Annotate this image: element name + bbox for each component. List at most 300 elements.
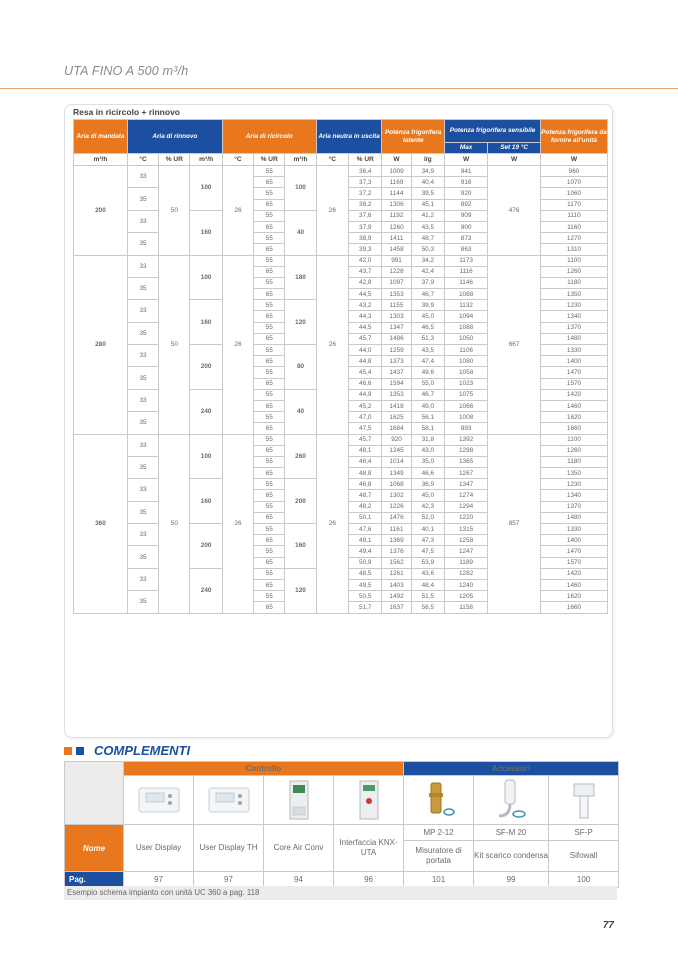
uscita-ur: 38,9 — [349, 233, 382, 244]
latente-lg: 45,0 — [411, 490, 444, 501]
ricircolo-flow: 120 — [285, 568, 316, 613]
item-page: 94 — [264, 872, 334, 888]
uscita-ur: 51,7 — [349, 602, 382, 613]
sensibile-max: 1298 — [445, 445, 488, 456]
item-page: 100 — [549, 872, 619, 888]
sensibile-max: 1189 — [445, 557, 488, 568]
mandata-flow: 280 — [74, 255, 128, 434]
fornire-w: 1470 — [541, 546, 608, 557]
fornire-w: 1420 — [541, 389, 608, 400]
latente-lg: 43,5 — [411, 345, 444, 356]
unit-header: m³/h — [190, 154, 222, 166]
latente-lg: 36,9 — [411, 479, 444, 490]
uscita-ur: 37,6 — [349, 210, 382, 221]
latente-lg: 58,1 — [411, 423, 444, 434]
latente-w: 1169 — [382, 177, 411, 188]
fornire-w: 1260 — [541, 266, 608, 277]
ricircolo-ur: 65 — [254, 512, 285, 523]
uscita-ur: 44,5 — [349, 289, 382, 300]
uscita-ur: 49,4 — [349, 546, 382, 557]
latente-lg: 47,3 — [411, 535, 444, 546]
rinnovo-temp: 35 — [127, 188, 158, 210]
ricircolo-ur: 55 — [254, 367, 285, 378]
fornire-w: 1400 — [541, 535, 608, 546]
latente-w: 1373 — [382, 356, 411, 367]
ricircolo-ur: 65 — [254, 221, 285, 232]
item-name: User Display TH — [194, 825, 264, 872]
sensibile-max: 1282 — [445, 568, 488, 579]
fornire-w: 1340 — [541, 490, 608, 501]
latente-w: 1226 — [382, 501, 411, 512]
sensibile-max: 1347 — [445, 479, 488, 490]
ricircolo-ur: 65 — [254, 557, 285, 568]
din-module-icon — [284, 779, 314, 821]
uscita-ur: 48,2 — [349, 501, 382, 512]
flow-meter-icon — [419, 779, 459, 821]
latente-w: 1302 — [382, 490, 411, 501]
latente-lg: 50,3 — [411, 244, 444, 255]
fornire-w: 1660 — [541, 602, 608, 613]
fornire-w: 1620 — [541, 412, 608, 423]
ricircolo-temp: 26 — [222, 166, 253, 256]
latente-w: 1245 — [382, 445, 411, 456]
sensibile-max: 909 — [445, 210, 488, 221]
sensibile-max: 1146 — [445, 277, 488, 288]
ricircolo-ur: 65 — [254, 445, 285, 456]
ricircolo-ur: 65 — [254, 400, 285, 411]
latente-lg: 37,9 — [411, 277, 444, 288]
sensibile-max: 1008 — [445, 412, 488, 423]
rinnovo-flow: 100 — [190, 434, 222, 479]
unit-header: °C — [127, 154, 158, 166]
ricircolo-ur: 55 — [254, 210, 285, 221]
uscita-ur: 42,0 — [349, 255, 382, 266]
item-name: Interfaccia KNX-UTA — [334, 825, 404, 872]
latente-lg: 46,7 — [411, 389, 444, 400]
uscita-ur: 45,2 — [349, 400, 382, 411]
sensibile-max: 1294 — [445, 501, 488, 512]
product-image — [404, 776, 474, 825]
sensibile-max: 1088 — [445, 322, 488, 333]
ricircolo-ur: 55 — [254, 233, 285, 244]
uscita-ur: 44,0 — [349, 345, 382, 356]
latente-w: 1403 — [382, 579, 411, 590]
latente-w: 1418 — [382, 400, 411, 411]
ricircolo-ur: 55 — [254, 389, 285, 400]
fornire-w: 1330 — [541, 524, 608, 535]
ricircolo-ur: 55 — [254, 591, 285, 602]
item-name: Sifowall — [549, 841, 619, 872]
sensibile-max: 863 — [445, 244, 488, 255]
sensibile-set19: 857 — [488, 434, 541, 613]
latente-lg: 31,8 — [411, 434, 444, 445]
product-image — [194, 776, 264, 825]
uscita-ur: 50,5 — [349, 591, 382, 602]
latente-w: 920 — [382, 434, 411, 445]
latente-lg: 40,4 — [411, 177, 444, 188]
latente-lg: 42,3 — [411, 501, 444, 512]
sensibile-max: 1066 — [445, 400, 488, 411]
sensibile-max: 900 — [445, 221, 488, 232]
ricircolo-ur: 55 — [254, 166, 285, 177]
latente-lg: 43,0 — [411, 445, 444, 456]
fornire-w: 1180 — [541, 277, 608, 288]
unit-header: °C — [222, 154, 253, 166]
rinnovo-flow: 160 — [190, 300, 222, 345]
display-th-icon — [207, 785, 251, 815]
ricircolo-flow: 120 — [285, 300, 316, 345]
rinnovo-temp: 35 — [127, 546, 158, 568]
latente-w: 1594 — [382, 378, 411, 389]
rinnovo-flow: 100 — [190, 255, 222, 300]
fornire-w: 1570 — [541, 378, 608, 389]
rinnovo-temp: 35 — [127, 501, 158, 523]
latente-w: 1014 — [382, 456, 411, 467]
page-title: UTA FINO A 500 m³/h — [64, 64, 189, 78]
ricircolo-ur: 65 — [254, 177, 285, 188]
latente-w: 1009 — [382, 166, 411, 177]
complementi-table — [64, 761, 619, 888]
performance-body — [74, 166, 608, 614]
latente-lg: 39,9 — [411, 300, 444, 311]
latente-lg: 45,1 — [411, 199, 444, 210]
unit-header: % UR — [159, 154, 190, 166]
ricircolo-temp: 26 — [222, 255, 253, 434]
ricircolo-ur: 55 — [254, 300, 285, 311]
fornire-w: 1400 — [541, 356, 608, 367]
item-page: 99 — [474, 872, 549, 888]
item-name: Kit scarico condensa — [474, 841, 549, 872]
latente-lg: 48,7 — [411, 233, 444, 244]
fornire-w: 1370 — [541, 322, 608, 333]
latente-w: 1562 — [382, 557, 411, 568]
rinnovo-flow: 160 — [190, 479, 222, 524]
rinnovo-temp: 35 — [127, 277, 158, 299]
fornire-w: 1420 — [541, 568, 608, 579]
latente-w: 1437 — [382, 367, 411, 378]
rinnovo-ur: 50 — [159, 434, 190, 613]
fornire-w: 1100 — [541, 255, 608, 266]
rinnovo-temp: 33 — [127, 524, 158, 546]
fornire-w: 1260 — [541, 445, 608, 456]
rinnovo-ur: 50 — [159, 255, 190, 434]
sensibile-max: 1258 — [445, 535, 488, 546]
fornire-w: 1160 — [541, 221, 608, 232]
ricircolo-ur: 65 — [254, 579, 285, 590]
latente-w: 1347 — [382, 322, 411, 333]
product-image — [264, 776, 334, 825]
fornire-w: 1170 — [541, 199, 608, 210]
ricircolo-ur: 55 — [254, 345, 285, 356]
mandata-flow: 200 — [74, 166, 128, 256]
uscita-ur: 44,5 — [349, 322, 382, 333]
item-code: MP 2-12 — [404, 825, 474, 841]
rinnovo-temp: 33 — [127, 479, 158, 501]
sensibile-max: 1158 — [445, 602, 488, 613]
latente-lg: 34,9 — [411, 166, 444, 177]
uscita-ur: 43,7 — [349, 266, 382, 277]
ricircolo-ur: 65 — [254, 423, 285, 434]
sensibile-max: 1220 — [445, 512, 488, 523]
table-caption: Resa in ricircolo + rinnovo — [73, 107, 180, 117]
latente-lg: 56,5 — [411, 602, 444, 613]
latente-lg: 51,5 — [411, 591, 444, 602]
uscita-ur: 43,2 — [349, 300, 382, 311]
sensibile-max: 1106 — [445, 345, 488, 356]
sensibile-max: 1116 — [445, 266, 488, 277]
latente-w: 1228 — [382, 266, 411, 277]
ricircolo-flow: 40 — [285, 210, 316, 255]
fornire-w: 1470 — [541, 367, 608, 378]
table-row — [74, 166, 608, 177]
latente-lg: 42,4 — [411, 266, 444, 277]
hdr-mandata: Aria di mandata — [74, 120, 128, 154]
uscita-ur: 36,4 — [349, 166, 382, 177]
sensibile-max: 1173 — [445, 255, 488, 266]
ricircolo-flow: 100 — [285, 166, 316, 211]
rinnovo-temp: 35 — [127, 367, 158, 389]
complementi-heading — [64, 743, 190, 758]
orange-square-icon — [64, 747, 72, 755]
latente-w: 1349 — [382, 468, 411, 479]
fornire-w: 1230 — [541, 300, 608, 311]
pag-label: Pag. — [65, 872, 124, 888]
hdr-sensibile: Potenza frigorifera sensibile — [445, 120, 541, 143]
sensibile-max: 1094 — [445, 311, 488, 322]
sensibile-max: 1080 — [445, 356, 488, 367]
performance-table — [73, 119, 608, 614]
unit-header: °C — [316, 154, 348, 166]
latente-lg: 35,0 — [411, 456, 444, 467]
item-code: SF-P — [549, 825, 619, 841]
item-name: Core Air Conv — [264, 825, 334, 872]
latente-lg: 45,0 — [411, 311, 444, 322]
sensibile-max: 1274 — [445, 490, 488, 501]
fornire-w: 1660 — [541, 423, 608, 434]
latente-w: 1411 — [382, 233, 411, 244]
ricircolo-ur: 55 — [254, 456, 285, 467]
uscita-ur: 42,8 — [349, 277, 382, 288]
ricircolo-ur: 65 — [254, 333, 285, 344]
sensibile-max: 1075 — [445, 389, 488, 400]
uscita-ur: 37,9 — [349, 221, 382, 232]
latente-w: 1684 — [382, 423, 411, 434]
rinnovo-temp: 35 — [127, 456, 158, 478]
uscita-temp: 26 — [316, 255, 348, 434]
hdr-uscita: Aria neutra in uscita — [316, 120, 382, 154]
uscita-ur: 47,0 — [349, 412, 382, 423]
rinnovo-temp: 35 — [127, 322, 158, 344]
hdr-ricircolo: Aria di ricircolo — [222, 120, 316, 154]
latente-w: 1625 — [382, 412, 411, 423]
uscita-temp: 26 — [316, 434, 348, 613]
rinnovo-flow: 240 — [190, 568, 222, 613]
hdr-rinnovo: Aria di rinnovo — [127, 120, 222, 154]
sensibile-max: 1132 — [445, 300, 488, 311]
uscita-ur: 48,7 — [349, 490, 382, 501]
ricircolo-ur: 65 — [254, 490, 285, 501]
hdr-max: Max — [445, 143, 488, 154]
fornire-w: 1310 — [541, 244, 608, 255]
sensibile-max: 1240 — [445, 579, 488, 590]
latente-lg: 41,2 — [411, 210, 444, 221]
units-row — [74, 154, 608, 166]
sensibile-set19: 476 — [488, 166, 541, 256]
latente-w: 1144 — [382, 188, 411, 199]
unit-header: % UR — [349, 154, 382, 166]
page-number: 77 — [602, 920, 614, 931]
corner-cell — [65, 762, 124, 825]
rinnovo-temp: 33 — [127, 345, 158, 367]
rinnovo-flow: 200 — [190, 345, 222, 390]
uscita-ur: 44,3 — [349, 311, 382, 322]
uscita-ur: 38,2 — [349, 199, 382, 210]
ricircolo-ur: 55 — [254, 524, 285, 535]
siphon-icon — [566, 778, 602, 822]
latente-lg: 46,6 — [411, 468, 444, 479]
uscita-ur: 48,8 — [349, 468, 382, 479]
ricircolo-ur: 65 — [254, 266, 285, 277]
sensibile-max: 892 — [445, 199, 488, 210]
ricircolo-ur: 65 — [254, 356, 285, 367]
rinnovo-temp: 35 — [127, 412, 158, 434]
latente-w: 1306 — [382, 199, 411, 210]
footnote: Esempio schema impianto con unità UC 360 a pag. 118 — [64, 886, 617, 900]
sensibile-max: 873 — [445, 233, 488, 244]
latente-lg: 48,4 — [411, 579, 444, 590]
rinnovo-temp: 33 — [127, 568, 158, 590]
rinnovo-temp: 35 — [127, 233, 158, 255]
uscita-ur: 37,3 — [349, 177, 382, 188]
uscita-ur: 39,3 — [349, 244, 382, 255]
ricircolo-ur: 55 — [254, 568, 285, 579]
uscita-ur: 49,5 — [349, 579, 382, 590]
unit-header: W — [541, 154, 608, 166]
latente-w: 991 — [382, 255, 411, 266]
unit-header: W — [382, 154, 411, 166]
ricircolo-ur: 65 — [254, 468, 285, 479]
sensibile-max: 1267 — [445, 468, 488, 479]
hdr-latente: Potenza frigorifera latente — [382, 120, 445, 154]
item-name: Misuratore di portata — [404, 841, 474, 872]
latente-w: 1068 — [382, 479, 411, 490]
latente-lg: 56,1 — [411, 412, 444, 423]
nome-label: Nome — [65, 825, 124, 872]
unit-header: % UR — [254, 154, 285, 166]
table-row — [74, 255, 608, 266]
accessori-header: Accessori — [404, 762, 619, 776]
latente-w: 1155 — [382, 300, 411, 311]
latente-lg: 51,3 — [411, 333, 444, 344]
uscita-ur: 49,1 — [349, 535, 382, 546]
latente-w: 1458 — [382, 244, 411, 255]
latente-w: 1260 — [382, 221, 411, 232]
sensibile-max: 1058 — [445, 367, 488, 378]
sensibile-max: 1050 — [445, 333, 488, 344]
ricircolo-flow: 260 — [285, 434, 316, 479]
ricircolo-ur: 55 — [254, 479, 285, 490]
fornire-w: 1100 — [541, 434, 608, 445]
uscita-ur: 45,4 — [349, 367, 382, 378]
rinnovo-flow: 240 — [190, 389, 222, 434]
latente-lg: 39,5 — [411, 188, 444, 199]
uscita-temp: 26 — [316, 166, 348, 256]
sensibile-max: 1023 — [445, 378, 488, 389]
fornire-w: 1350 — [541, 289, 608, 300]
uscita-ur: 46,8 — [349, 479, 382, 490]
latente-w: 1303 — [382, 311, 411, 322]
latente-lg: 34,2 — [411, 255, 444, 266]
sensibile-max: 1365 — [445, 456, 488, 467]
product-image — [549, 776, 619, 825]
uscita-ur: 45,7 — [349, 333, 382, 344]
rinnovo-temp: 33 — [127, 434, 158, 456]
sensibile-max: 1205 — [445, 591, 488, 602]
ricircolo-flow: 40 — [285, 389, 316, 434]
fornire-w: 1330 — [541, 345, 608, 356]
latente-lg: 46,5 — [411, 322, 444, 333]
latente-lg: 53,9 — [411, 557, 444, 568]
fornire-w: 1480 — [541, 512, 608, 523]
latente-lg: 46,7 — [411, 289, 444, 300]
rinnovo-temp: 33 — [127, 389, 158, 411]
product-image — [334, 776, 404, 825]
latente-w: 1492 — [382, 591, 411, 602]
complementi-title: COMPLEMENTI — [94, 743, 191, 758]
controllo-header: Controllo — [124, 762, 404, 776]
latente-w: 1476 — [382, 512, 411, 523]
rinnovo-flow: 200 — [190, 524, 222, 569]
sensibile-max: 1247 — [445, 546, 488, 557]
uscita-ur: 37,2 — [349, 188, 382, 199]
uscita-ur: 44,9 — [349, 389, 382, 400]
ricircolo-ur: 65 — [254, 289, 285, 300]
fornire-w: 1620 — [541, 591, 608, 602]
ricircolo-flow: 160 — [285, 524, 316, 569]
ricircolo-flow: 200 — [285, 479, 316, 524]
rinnovo-flow: 160 — [190, 210, 222, 255]
latente-w: 1353 — [382, 289, 411, 300]
unit-header: W — [445, 154, 488, 166]
ricircolo-ur: 65 — [254, 378, 285, 389]
rinnovo-temp: 33 — [127, 166, 158, 188]
item-page: 97 — [124, 872, 194, 888]
ricircolo-ur: 55 — [254, 277, 285, 288]
latente-lg: 47,4 — [411, 356, 444, 367]
ricircolo-ur: 65 — [254, 244, 285, 255]
latente-lg: 47,5 — [411, 546, 444, 557]
ricircolo-ur: 65 — [254, 535, 285, 546]
uscita-ur: 47,6 — [349, 524, 382, 535]
latente-w: 1369 — [382, 535, 411, 546]
latente-lg: 43,6 — [411, 568, 444, 579]
ricircolo-ur: 65 — [254, 311, 285, 322]
latente-w: 1097 — [382, 277, 411, 288]
ricircolo-ur: 55 — [254, 322, 285, 333]
hdr-fornire: Potenza frigorifera da fornire all'unità — [541, 120, 608, 154]
ricircolo-temp: 26 — [222, 434, 253, 613]
rinnovo-ur: 50 — [159, 166, 190, 256]
fornire-w: 1480 — [541, 333, 608, 344]
sensibile-set19: 667 — [488, 255, 541, 434]
sensibile-max: 993 — [445, 423, 488, 434]
ricircolo-ur: 55 — [254, 188, 285, 199]
latente-w: 1637 — [382, 602, 411, 613]
fornire-w: 1180 — [541, 456, 608, 467]
fornire-w: 1340 — [541, 311, 608, 322]
fornire-w: 1460 — [541, 400, 608, 411]
item-page: 96 — [334, 872, 404, 888]
